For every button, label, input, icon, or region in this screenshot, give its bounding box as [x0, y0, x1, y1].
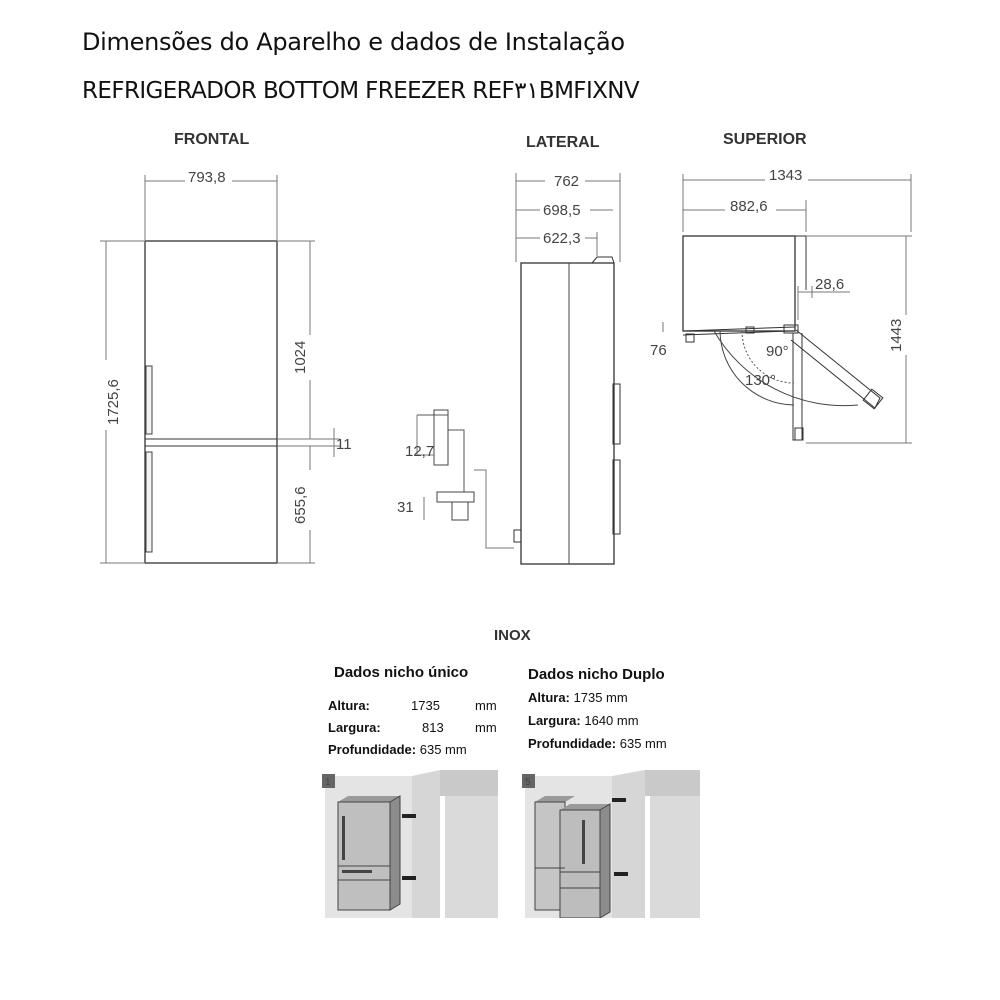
- page-title: Dimensões do Aparelho e dados de Instalação: [82, 28, 625, 56]
- lateral-depth-cabinet-label: 622,3: [543, 230, 581, 247]
- single-width-value: 813: [422, 720, 444, 735]
- single-depth-value: 635 mm: [419, 742, 467, 757]
- double-width-value: 1640 mm: [584, 713, 639, 728]
- superior-total-width-label: 1343: [769, 167, 803, 184]
- single-width-unit: mm: [475, 720, 497, 735]
- model-subtitle: REFRIGERADOR BOTTOM FREEZER REF۳۱BMFIXNV: [82, 78, 640, 104]
- inox-section-title: INOX: [494, 627, 531, 644]
- double-depth-value: 635 mm: [619, 736, 667, 751]
- single-niche-heading: Dados nicho único: [334, 664, 469, 681]
- double-height-label: Altura:: [528, 690, 570, 705]
- superior-angle-90-label: 90°: [766, 343, 789, 360]
- lateral-detail-b-label: 31: [397, 499, 414, 516]
- lateral-depth-total-label: 762: [554, 173, 580, 190]
- lateral-detail-a-label: 12,7: [405, 443, 435, 460]
- double-niche-illustration: [520, 768, 705, 918]
- superior-front-label: 76: [650, 342, 667, 359]
- double-height-row: [528, 690, 628, 705]
- single-niche-illustration: [320, 768, 505, 918]
- single-step-badge: 1: [325, 777, 331, 788]
- single-height-value: 1735: [411, 698, 440, 713]
- superior-view: [663, 174, 912, 443]
- frontal-width-label: 793,8: [188, 169, 226, 186]
- frontal-bottom-door-label: 655,6: [292, 486, 309, 524]
- frontal-height-label: 1725,6: [105, 379, 122, 425]
- bottom-door-handle: [146, 452, 152, 552]
- double-niche-heading: Dados nicho Duplo: [528, 666, 665, 683]
- superior-depth-open-label: 1443: [888, 318, 905, 352]
- frontal-fridge-outline: [145, 241, 277, 563]
- single-depth-label: Profundidade:: [328, 742, 417, 757]
- single-height-label: Altura:: [328, 698, 370, 713]
- lateral-fridge-outline: [521, 263, 614, 564]
- superior-offset-label: 28,6: [815, 276, 845, 293]
- lateral-depth-body-label: 698,5: [543, 202, 581, 219]
- top-door-handle: [146, 366, 152, 434]
- single-width-label: Largura:: [328, 720, 381, 735]
- single-depth-row: [328, 742, 467, 757]
- lateral-view: [417, 173, 620, 564]
- superior-cabinet-outline: [683, 236, 795, 331]
- double-depth-label: Profundidade:: [528, 736, 617, 751]
- double-width-label: Largura:: [528, 713, 581, 728]
- double-step-badge: 5: [525, 777, 531, 788]
- superior-angle-130-label: 130°: [745, 372, 777, 389]
- single-height-unit: mm: [475, 698, 497, 713]
- double-depth-row: [528, 736, 667, 751]
- superior-view-title: SUPERIOR: [723, 131, 807, 148]
- double-height-value: 1735 mm: [573, 690, 628, 705]
- lateral-view-title: LATERAL: [526, 134, 600, 151]
- double-width-row: [528, 713, 639, 728]
- single-width-row: [328, 720, 497, 735]
- superior-width-open-label: 882,6: [730, 198, 768, 215]
- frontal-gap-label: 11: [336, 436, 352, 453]
- frontal-top-door-label: 1024: [292, 340, 309, 374]
- single-height-row: [328, 698, 497, 713]
- frontal-view-title: FRONTAL: [174, 131, 250, 148]
